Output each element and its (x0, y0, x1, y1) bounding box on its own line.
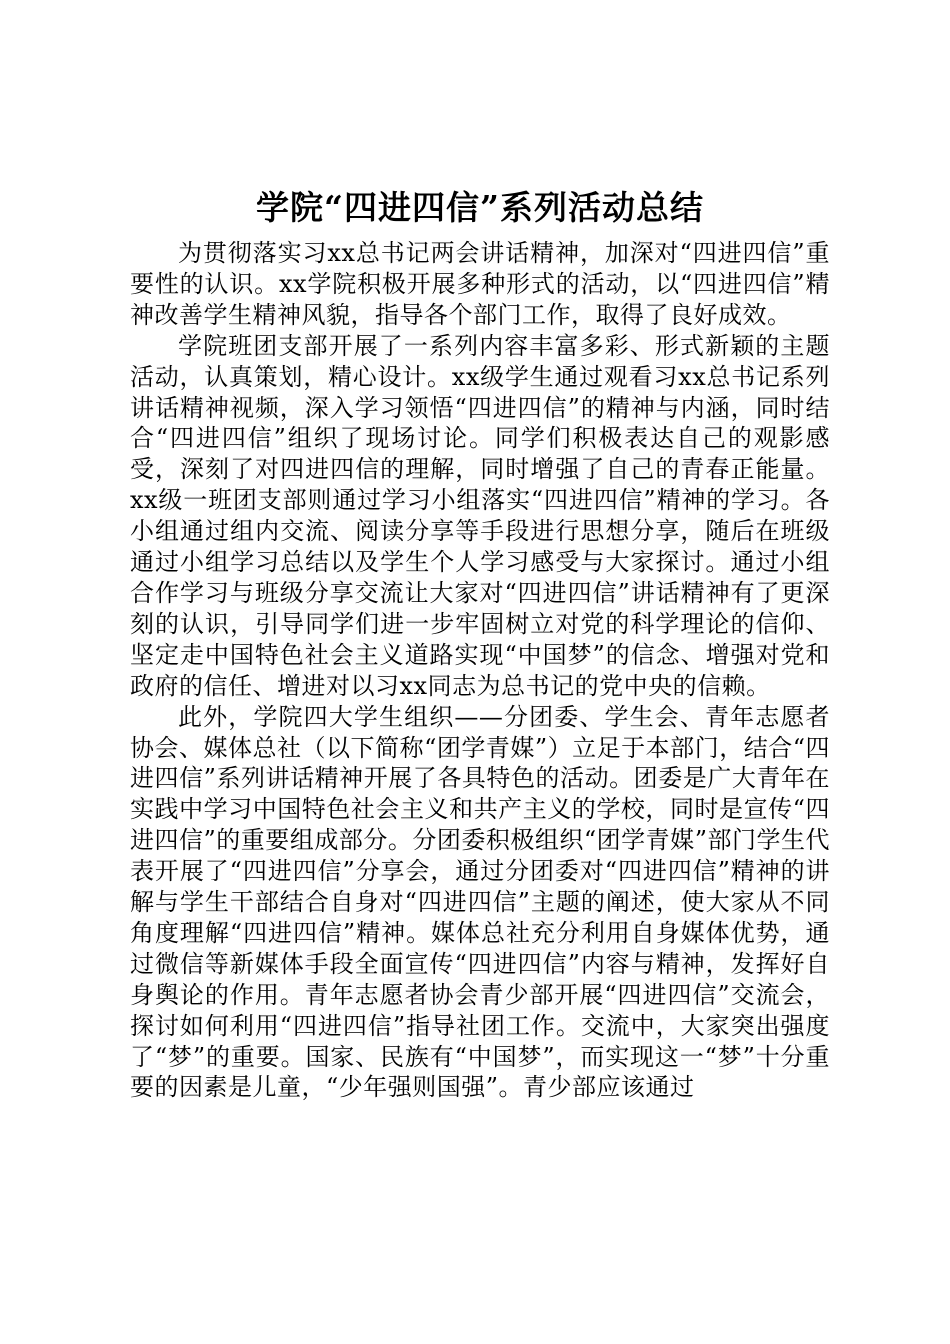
paragraph-2: 学院班团支部开展了一系列内容丰富多彩、形式新颖的主题活动，认真策划，精心设计。xx级学生通过观看习xx总书记系列讲话精神视频，深入学习领悟“四进四信”的精神与内涵，同时结合“四进四信”组织了现场讨论。同学们积极表达自己的观影感受，深刻了对四进四信的理解，同时增强了自己的青春正能量。xx级一班团支部则通过学习小组落实“四进四信”精神的学习。各小组通过组内交流、阅读分享等手段进行思想分享，随后在班级通过小组学习总结以及学生个人学习感受与大家探讨。通过小组合作学习与班级分享交流让大家对“四进四信”讲话精神有了更深刻的认识，引导同学们进一步牢固树立对党的科学理论的信仰、坚定走中国特色社会主义道路实现“中国梦”的信念、增强对党和政府的信任、增进对以习xx同志为总书记的党中央的信赖。 (130, 331, 830, 700)
paragraph-1: 为贯彻落实习xx总书记两会讲话精神，加深对“四进四信”重要性的认识。xx学院积极开展多种形式的活动，以“四进四信”精神改善学生精神风貌，指导各个部门工作，取得了良好成效。 (130, 239, 830, 329)
document-body (130, 238, 830, 1103)
document-title: 学院“四进四信”系列活动总结 (256, 188, 704, 227)
paragraph-3: 此外，学院四大学生组织——分团委、学生会、青年志愿者协会、媒体总社（以下简称“团学青媒”）立足于本部门，结合“四进四信”系列讲话精神开展了各具特色的活动。团委是广大青年在实践中学习中国特色社会主义和共产主义的学校，同时是宣传“四进四信”的重要组成部分。分团委积极组织“团学青媒”部门学生代表开展了“四进四信”分享会，通过分团委对“四进四信”精神的讲解与学生干部结合自身对“四进四信”主题的阐述，使大家从不同角度理解“四进四信”精神。媒体总社充分利用自身媒体优势，通过微信等新媒体手段全面宣传“四进四信”内容与精神，发挥好自身舆论的作用。青年志愿者协会青少部开展“四进四信”交流会，探讨如何利用“四进四信”指导社团工作。交流中，大家突出强度了“梦”的重要。国家、民族有“中国梦”，而实现这一“梦”十分重要的因素是儿童，“少年强则国强”。青少部应该通过 (130, 702, 830, 1102)
